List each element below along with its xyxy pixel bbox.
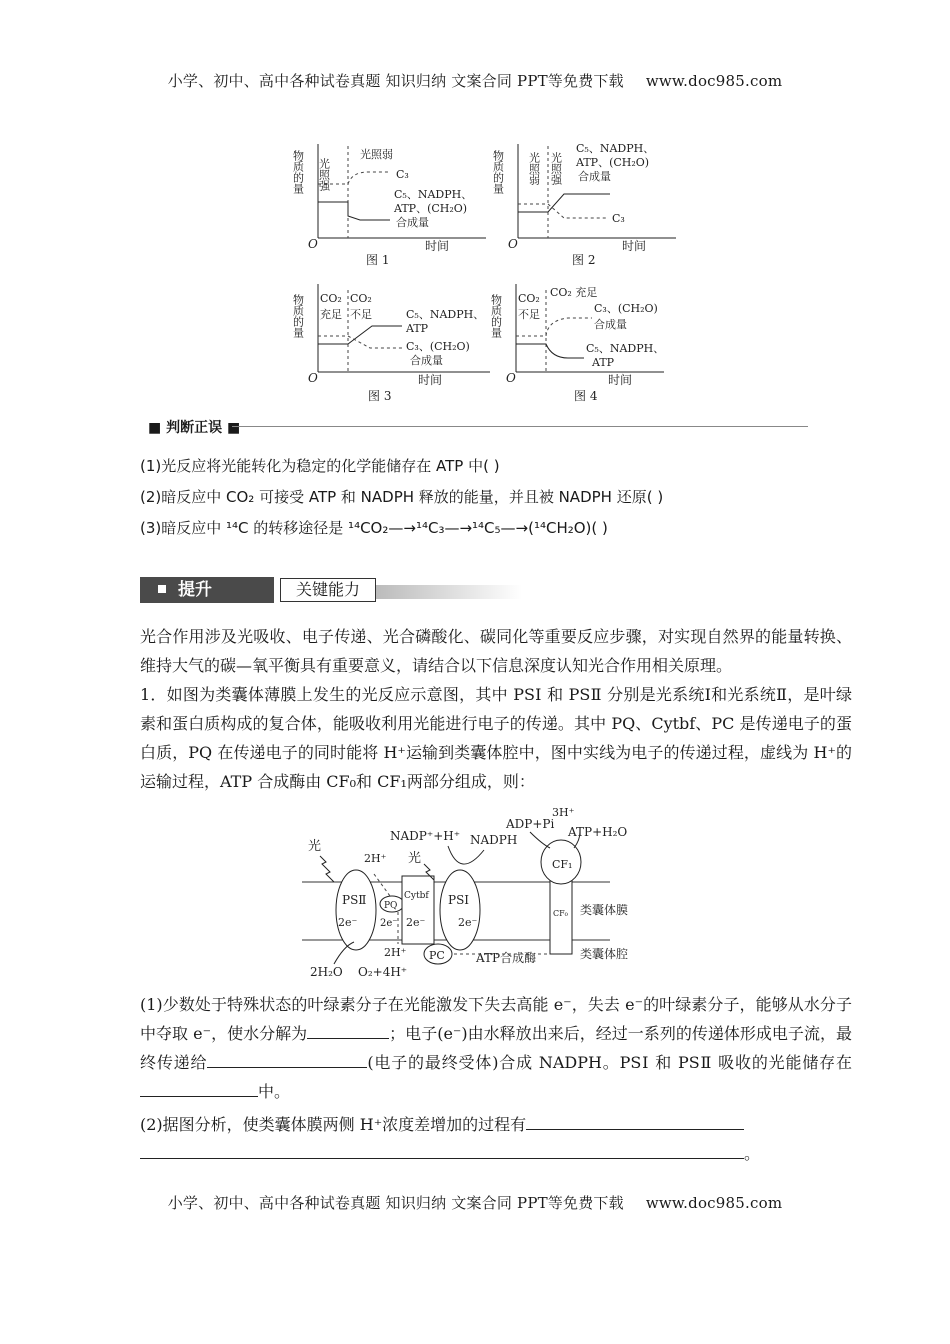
judge-title-text: 判断正误 [166,420,223,436]
judge-section-title: ■ 判断正误 ■ [148,420,241,436]
origin-label: O [308,371,318,385]
phase-label: 光照强 [549,152,563,185]
h2-bottom-label: 2H⁺ [384,946,407,959]
origin-label: O [508,237,518,251]
atp-label: ATP+H₂O [568,825,628,839]
sub2-text: (2)据图分析，使类囊体膜两侧 H⁺浓度差增加的过程有 [140,1115,527,1134]
curve-label: ATP、(CH₂O) [394,202,468,215]
curve-label: C₃、(CH₂O) [594,302,658,315]
curve-label: C₅、NADPH、 [406,308,485,321]
answer-blank-1[interactable] [307,1024,389,1039]
h3-label: 3H⁺ [552,806,575,819]
figure-caption: 图 1 [366,253,390,267]
nadph-label: NADPH [470,833,518,847]
banner-right: 关键能力 [280,578,376,602]
sub1-text-c: (电子的最终受体)合成 NADPH。PSⅠ 和 PSⅡ 吸收的光能储存在 [367,1053,852,1072]
phase-label: 充足 [320,308,342,321]
membrane-label: 类囊体膜 [580,903,629,917]
atp-synthase-label: ATP合成酶 [476,951,537,965]
phase-label: 不足 [350,308,372,321]
y-axis-label: 物质的量 [489,294,503,338]
origin-label: O [308,237,318,251]
answer-blank-2[interactable] [207,1053,367,1068]
light-reaction-diagram [298,800,658,982]
judge-question-2: (2)暗反应中 CO₂ 可接受 ATP 和 NADPH 释放的能量，并且被 NADPH 还原( ) [140,488,664,506]
electron-label: 2e⁻ [458,916,478,929]
light-label: 光 [308,839,322,854]
sub1-text-b: ；电子(e⁻)由水释放出来后，经过一系列的传递体形成电子流，最终传递给 [140,1024,852,1072]
figure-caption: 图 2 [572,253,596,267]
curve-label: C₃、(CH₂O) [406,340,470,353]
y-axis-label: 物质的量 [291,294,305,338]
banner-left [140,577,274,603]
figure-3 [290,280,500,404]
phase-label: CO₂ 充足 [550,286,598,299]
curve-label: ATP [406,322,429,335]
figure-caption: 图 4 [574,389,598,403]
electron-label: 2e⁻ [338,916,358,929]
sub-question-2 [140,1110,852,1168]
figure-caption: 图 3 [368,389,392,403]
phase-label: 不足 [518,308,540,321]
origin-label: O [506,371,516,385]
y-axis-label: 物质的量 [291,150,305,194]
water-label: 2H₂O [310,965,343,979]
banner-left-text: 提升 [178,580,212,600]
curve-label: C₅、NADPH、 [576,142,655,155]
divider [232,426,808,427]
page-header [0,70,950,91]
cf0-label: CF₀ [553,909,568,918]
intro-paragraph: 光合作用涉及光吸收、电子传递、光合磷酸化、碳同化等重要反应步骤，对实现自然界的能量转换、维持大气的碳—氧平衡具有重要意义，请结合以下信息深度认知光合作用相关原理。 [140,627,852,675]
x-axis-label: 时间 [622,239,647,253]
electron-label: 2e⁻ [406,916,426,929]
nadp-in-label: NADP⁺+H⁺ [390,829,461,843]
curve-label: C₃ [612,212,625,225]
intro-block [140,622,852,796]
sub2-end: 。 [744,1144,761,1163]
pc-label: PC [429,949,445,962]
phase-label: 光照强 [317,158,331,191]
figure-1 [290,136,490,268]
curve-label: C₅、NADPH、 [394,188,473,201]
h2-top-label: 2H⁺ [364,852,387,865]
adp-label: ADP+Pi [506,817,555,831]
header-text: 小学、初中、高中各种试卷真题 知识归纳 文案合同 PPT等免费下载 [167,72,624,90]
x-axis-label: 时间 [418,373,443,387]
section-banner [140,577,522,603]
curve-label: 合成量 [410,354,443,367]
answer-blank-3[interactable] [140,1082,258,1097]
cf1-label: CF₁ [552,858,573,871]
footer-url: www.doc985.com [645,1194,783,1212]
electron-label: 2e⁻ [380,918,398,929]
answer-blank-4[interactable] [526,1115,744,1130]
o2-label: O₂+4H⁺ [358,965,408,979]
header-url: www.doc985.com [645,72,783,90]
phase-label: 光照弱 [527,152,541,185]
answer-blank-5[interactable] [140,1144,744,1159]
lumen-label: 类囊体腔 [580,947,629,961]
x-axis-label: 时间 [608,373,633,387]
phase-label: CO₂ [518,292,540,305]
sub-question-1 [140,990,852,1106]
question-1-stem: 1．如图为类囊体薄膜上发生的光反应示意图，其中 PSⅠ 和 PSⅡ 分别是光系统Ⅰ和光系统Ⅱ，是叶绿素和蛋白质构成的复合体，能吸收利用光能进行电子的传递。其中 PQ、Cytbf、PC 是传递电子的蛋白质，PQ 在传递电子的同时能将 H⁺运输到类囊体腔中，图中实线为电子的传递过程，虚线为 H⁺的运输过程，ATP 合成酶由 CF₀和 CF₁两部分组成，则： [140,685,852,791]
pq-label: PQ [384,901,398,911]
ps2-label: PSⅡ [342,893,367,907]
judge-section-header [140,417,808,435]
curve-label: ATP、(CH₂O) [576,156,650,169]
ps1-label: PSⅠ [448,893,470,907]
cytbf-label: Cytbf [404,891,429,901]
figure-4 [488,280,668,404]
figure-2 [490,136,680,268]
phase-label: CO₂ [350,292,372,305]
sub1-text-d: 中。 [258,1082,291,1101]
page-footer [0,1192,950,1213]
judge-question-1: (1)光反应将光能转化为稳定的化学能储存在 ATP 中( ) [140,457,500,475]
curve-label: 合成量 [594,318,627,331]
curve-label: 合成量 [578,170,611,183]
sub1-text-a: (1)少数处于特殊状态的叶绿素分子在光能激发下失去高能 e⁻，失去 e⁻的叶绿素分子，能够从水分子中夺取 e⁻，使水分解为 [140,995,852,1043]
footer-text: 小学、初中、高中各种试卷真题 知识归纳 文案合同 PPT等免费下载 [167,1194,624,1212]
curve-label: C₅、NADPH、 [586,342,665,355]
phase-label: CO₂ [320,292,342,305]
curve-label: ATP [592,356,615,369]
curve-label: C₃ [396,168,409,181]
phase-label: 光照弱 [360,148,393,161]
y-axis-label: 物质的量 [491,150,505,194]
curve-label: 合成量 [396,216,429,229]
light2-label: 光 [408,851,422,866]
x-axis-label: 时间 [425,239,450,253]
judge-question-3: (3)暗反应中 ¹⁴C 的转移途径是 ¹⁴CO₂—→¹⁴C₃—→¹⁴C₅—→(¹⁴CH₂O)( ) [140,519,608,537]
